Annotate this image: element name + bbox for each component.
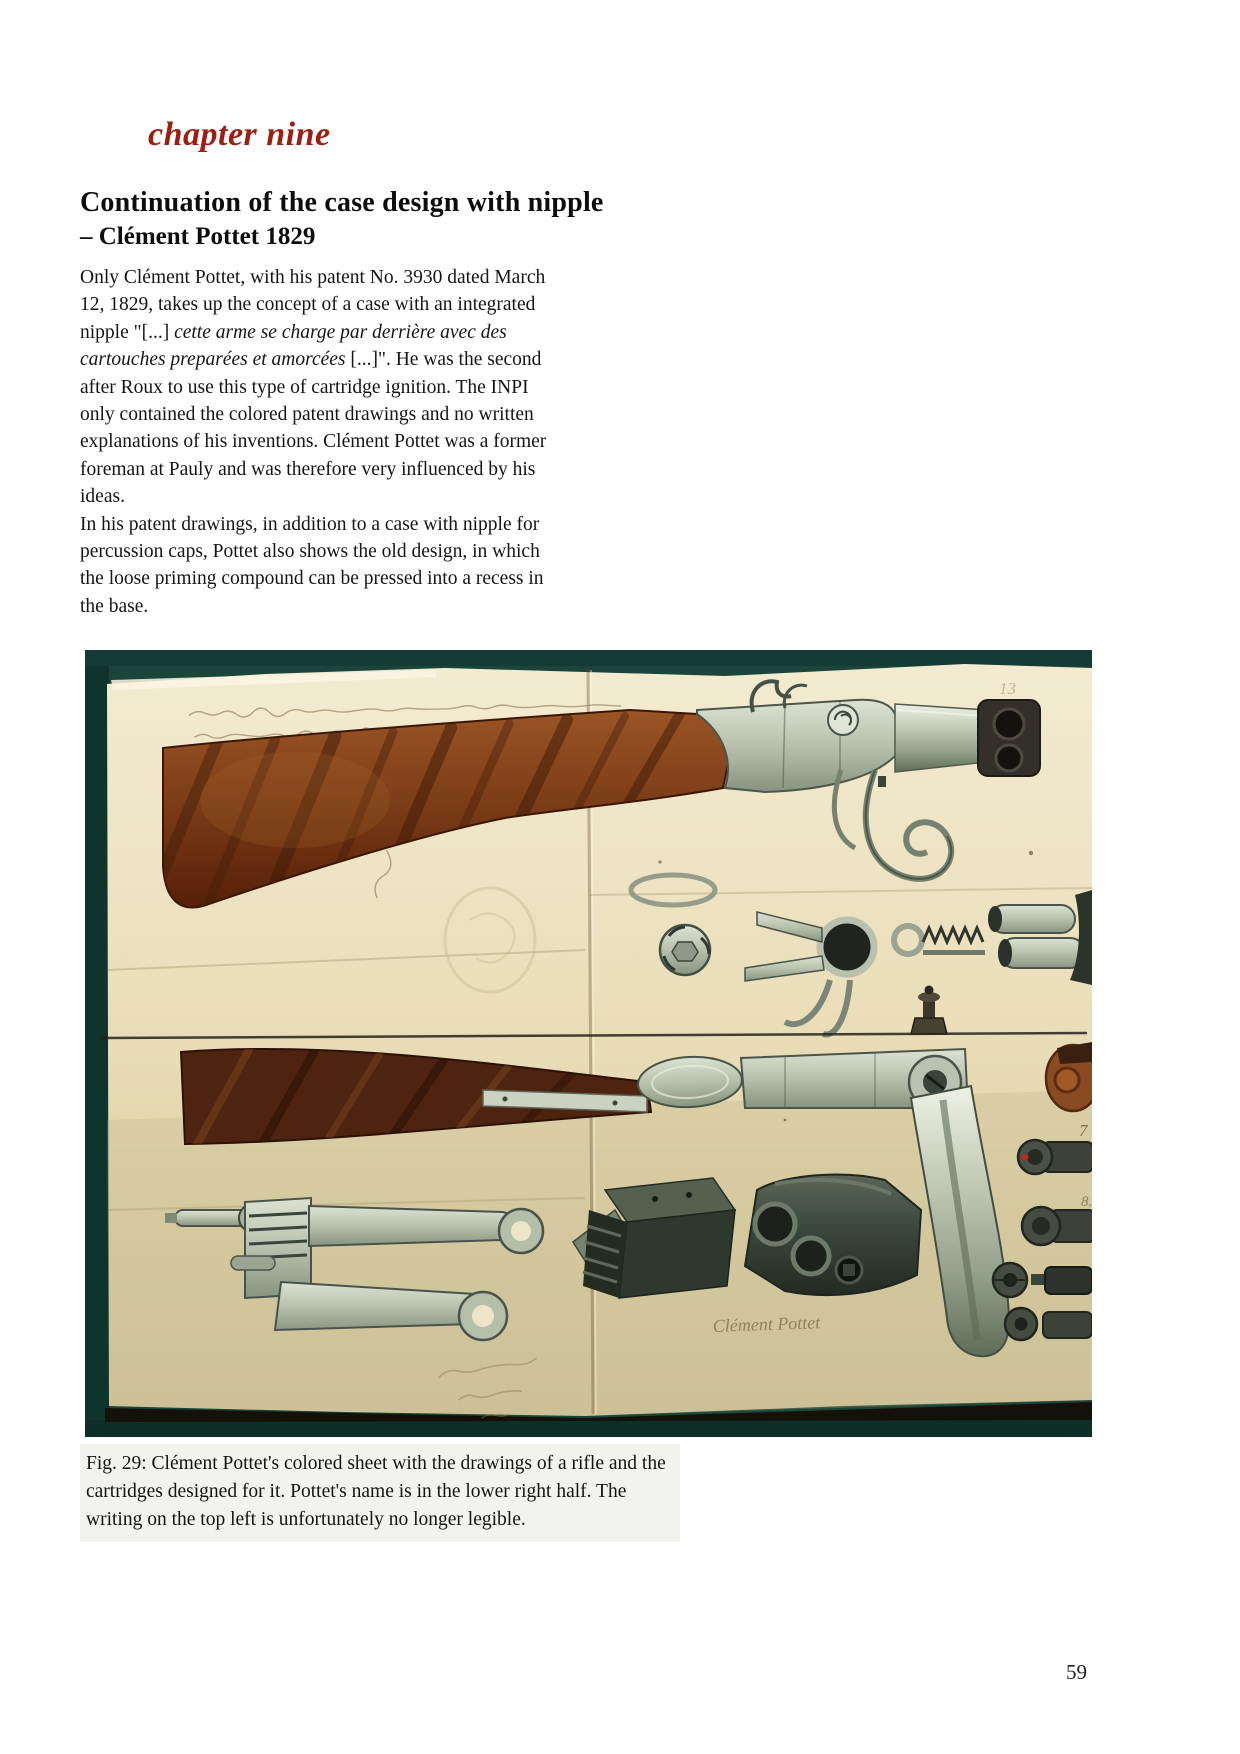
paragraph-1-french-quote: cette arme se charge par derrière avec des cartouches preparées et amorcées (80, 321, 507, 371)
paragraph-2: In his patent drawings, in addition to a case with nipple for percussion caps, Pottet also shows the old design, in which the loose priming compound can be pressed into a recess in the base. (80, 513, 544, 617)
paragraph-1-pre: Only Clément Pottet, with his patent No. 3930 dated March 12, 1829, takes up the concept of a case with an integrated nipple "[...] (80, 267, 546, 343)
breech-block-two-tubes (745, 1175, 921, 1296)
page-number: 59 (1066, 1660, 1087, 1684)
cartridge-4 (1005, 1308, 1092, 1340)
section-title-line2: – Clément Pottet 1829 (80, 223, 316, 250)
section-title-line1: Continuation of the case design with nipple (80, 187, 604, 218)
paragraph-1-post: [...]". He was the second after Roux to use this type of cartridge ignition. The INPI only contained the colored patent drawings and no written explanations of his inventions. Clément Pottet was a former foreman at Pauly and was therefore very influenced by his ideas. (80, 349, 547, 508)
cartridge-label-7: 7 (1079, 1121, 1088, 1140)
sheet-number-text: 13 (999, 679, 1016, 698)
cartridge-1 (1018, 1140, 1092, 1174)
paragraph-1 (80, 264, 560, 511)
section-title (80, 186, 604, 252)
figure-photograph (85, 650, 1092, 1437)
body-text (80, 264, 560, 620)
chapter-heading: chapter nine (148, 116, 331, 153)
signature-text: Clément Pottet (712, 1312, 821, 1336)
cartridge-2 (1022, 1207, 1092, 1245)
rifle-muzzle-block (978, 700, 1040, 776)
figure-caption: Fig. 29: Clément Pottet's colored sheet with the drawings of a rifle and the cartridges designed for it. Pottet's name is in the lower right half. The writing on the top left is unfortunately no longer legible. (80, 1444, 680, 1542)
slotted-washer-disc (660, 925, 710, 975)
cartridge-label-8: 8. (1081, 1194, 1092, 1210)
